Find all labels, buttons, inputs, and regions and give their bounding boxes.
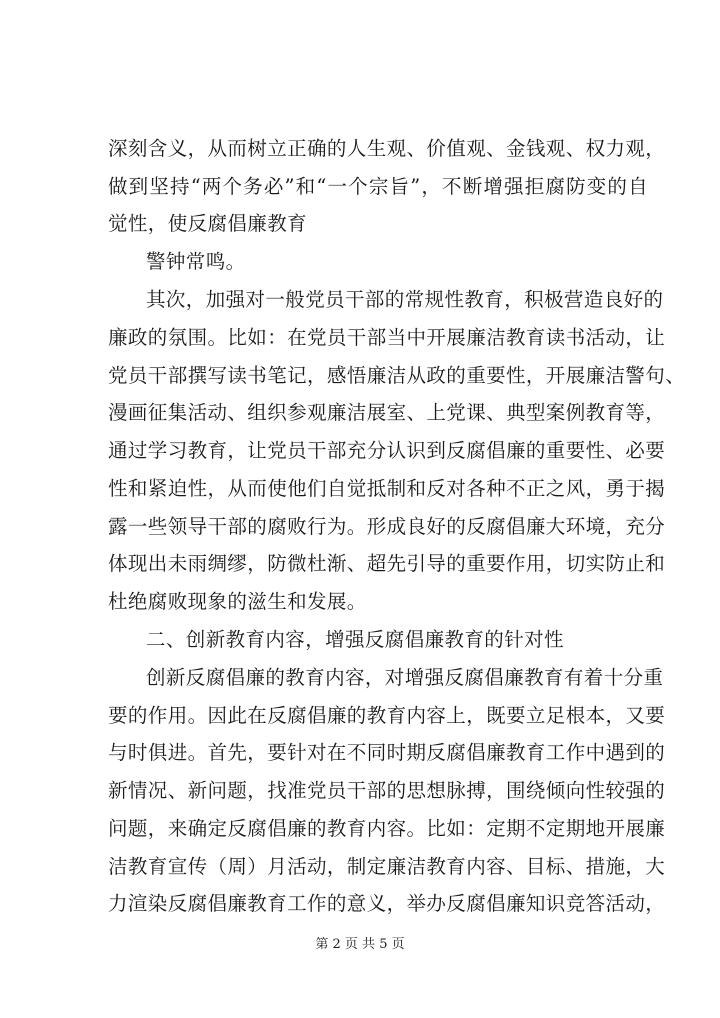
text-line: 做到坚持“两个务必”和“一个宗旨”，不断增强拒腐防变的自	[108, 175, 648, 198]
text-line: 与时俱进。首先，要针对在不同时期反腐倡廉教育工作中遇到的	[108, 741, 666, 764]
text-line: 党员干部撰写读书笔记，感悟廉洁从政的重要性，开展廉洁警句、	[108, 364, 686, 387]
text-line: 问题，来确定反腐倡廉的教育内容。比如：定期不定期地开展廉	[108, 817, 666, 840]
text-line: 新情况、新问题，找准党员干部的思想脉搏，围绕倾向性较强的	[108, 779, 666, 802]
text-line: 洁教育宣传（周）月活动，制定廉洁教育内容、目标、措施，大	[108, 855, 666, 878]
text-line: 觉性，使反腐倡廉教育	[108, 212, 308, 235]
paragraph-first-line: 其次，加强对一般党员干部的常规性教育，积极营造良好的	[146, 288, 664, 311]
text-line: 体现出未雨绸缪，防微杜渐、超先引导的重要作用，切实防止和	[108, 552, 666, 575]
text-line: 性和紧迫性，从而使他们自觉抵制和反对各种不正之风，勇于揭	[108, 477, 666, 500]
text-line: 漫画征集活动、组织参观廉洁展室、上党课、典型案例教育等，	[108, 401, 666, 424]
section-heading: 二、创新教育内容，增强反腐倡廉教育的针对性	[146, 628, 564, 651]
text-line: 深刻含义，从而树立正确的人生观、价值观、金钱观、权力观，	[108, 137, 666, 160]
text-line: 力渲染反腐倡廉教育工作的意义，举办反腐倡廉知识竞答活动，	[108, 892, 666, 915]
page-number-footer: 第 2 页 共 5 页	[315, 937, 405, 952]
paragraph-first-line: 创新反腐倡廉的教育内容，对增强反腐倡廉教育有着十分重	[146, 666, 664, 689]
text-line: 要的作用。因此在反腐倡廉的教育内容上，既要立足根本，又要	[108, 704, 666, 727]
text-line: 警钟常鸣。	[146, 250, 246, 273]
text-line: 杜绝腐败现象的滋生和发展。	[108, 590, 367, 613]
text-line: 廉政的氛围。比如：在党员干部当中开展廉洁教育读书活动，让	[108, 326, 666, 349]
text-line: 通过学习教育，让党员干部充分认识到反腐倡廉的重要性、必要	[108, 439, 666, 462]
text-line: 露一些领导干部的腐败行为。形成良好的反腐倡廉大环境，充分	[108, 515, 666, 538]
